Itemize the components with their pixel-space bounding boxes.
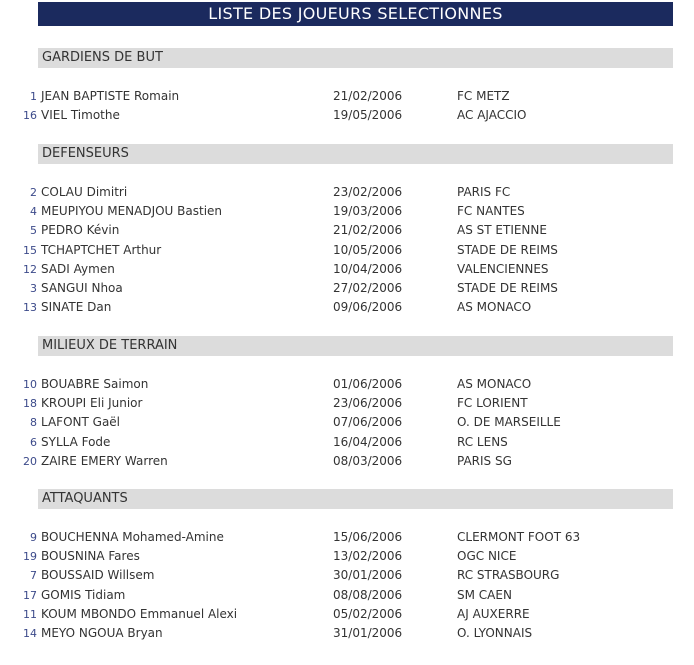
player-row — [0, 241, 694, 260]
player-name: GOMIS Tidiam — [41, 588, 126, 602]
player-name: TCHAPTCHET Arthur — [41, 243, 162, 257]
player-row — [0, 566, 694, 585]
player-number: 2 — [30, 186, 37, 199]
player-number: 7 — [30, 569, 37, 582]
player-number: 17 — [23, 589, 37, 602]
player-row — [0, 624, 694, 643]
player-row — [0, 452, 694, 471]
player-number: 20 — [23, 455, 37, 468]
player-club: FC LORIENT — [457, 396, 528, 410]
player-row — [0, 547, 694, 566]
player-number: 3 — [30, 282, 37, 295]
player-club: AS ST ETIENNE — [457, 223, 547, 237]
player-club: RC LENS — [457, 435, 508, 449]
section-header: MILIEUX DE TERRAIN — [38, 336, 673, 356]
player-number: 9 — [30, 531, 37, 544]
player-birthdate: 10/04/2006 — [333, 262, 403, 276]
player-number: 14 — [23, 627, 37, 640]
player-club: O. LYONNAIS — [457, 626, 533, 640]
player-name: SANGUI Nhoa — [41, 281, 123, 295]
player-number: 19 — [23, 550, 37, 563]
player-row — [0, 605, 694, 624]
player-row — [0, 106, 694, 125]
player-name: KROUPI Eli Junior — [41, 396, 143, 410]
player-birthdate: 08/08/2006 — [333, 588, 403, 602]
player-name: JEAN BAPTISTE Romain — [41, 89, 180, 103]
player-birthdate: 31/01/2006 — [333, 626, 403, 640]
player-row — [0, 413, 694, 432]
player-birthdate: 23/06/2006 — [333, 396, 403, 410]
player-name: BOUCHENNA Mohamed-Amine — [41, 530, 224, 544]
player-row — [0, 394, 694, 413]
player-name: BOUABRE Saimon — [41, 377, 149, 391]
player-number: 16 — [23, 109, 37, 122]
player-row — [0, 260, 694, 279]
player-name: PEDRO Kévin — [41, 223, 120, 237]
player-birthdate: 08/03/2006 — [333, 454, 403, 468]
player-row — [0, 298, 694, 317]
player-club: VALENCIENNES — [457, 262, 549, 276]
player-club: AS MONACO — [457, 377, 532, 391]
player-birthdate: 21/02/2006 — [333, 223, 403, 237]
player-birthdate: 07/06/2006 — [333, 415, 403, 429]
player-number: 13 — [23, 301, 37, 314]
player-row — [0, 528, 694, 547]
player-birthdate: 16/04/2006 — [333, 435, 403, 449]
player-birthdate: 01/06/2006 — [333, 377, 403, 391]
player-name: ZAIRE EMERY Warren — [41, 454, 168, 468]
player-birthdate: 23/02/2006 — [333, 185, 403, 199]
player-name: MEUPIYOU MENADJOU Bastien — [41, 204, 223, 218]
player-club: RC STRASBOURG — [457, 568, 560, 582]
player-birthdate: 19/03/2006 — [333, 204, 403, 218]
player-club: AC AJACCIO — [457, 108, 527, 122]
player-birthdate: 27/02/2006 — [333, 281, 403, 295]
player-number: 12 — [23, 263, 37, 276]
player-row — [0, 202, 694, 221]
player-name: LAFONT Gaël — [41, 415, 121, 429]
player-row — [0, 375, 694, 394]
player-club: STADE DE REIMS — [457, 281, 558, 295]
player-number: 1 — [30, 90, 37, 103]
player-number: 6 — [30, 436, 37, 449]
player-club: O. DE MARSEILLE — [457, 415, 561, 429]
player-club: FC METZ — [457, 89, 510, 103]
player-name: BOUSNINA Fares — [41, 549, 140, 563]
player-birthdate: 13/02/2006 — [333, 549, 403, 563]
player-row — [0, 433, 694, 452]
player-number: 4 — [30, 205, 37, 218]
section-header: GARDIENS DE BUT — [38, 48, 673, 68]
player-name: SADI Aymen — [41, 262, 115, 276]
player-club: AJ AUXERRE — [457, 607, 530, 621]
page-title: LISTE DES JOUEURS SELECTIONNES — [38, 2, 673, 26]
player-number: 10 — [23, 378, 37, 391]
player-name: COLAU Dimitri — [41, 185, 128, 199]
player-row — [0, 586, 694, 605]
player-number: 11 — [23, 608, 37, 621]
player-birthdate: 19/05/2006 — [333, 108, 403, 122]
player-name: BOUSSAID Willsem — [41, 568, 155, 582]
player-name: KOUM MBONDO Emmanuel Alexi — [41, 607, 238, 621]
section-header: ATTAQUANTS — [38, 489, 673, 509]
section-header: DEFENSEURS — [38, 144, 673, 164]
player-club: PARIS FC — [457, 185, 511, 199]
player-club: CLERMONT FOOT 63 — [457, 530, 581, 544]
player-club: PARIS SG — [457, 454, 512, 468]
player-name: SINATE Dan — [41, 300, 112, 314]
player-birthdate: 10/05/2006 — [333, 243, 403, 257]
player-row — [0, 221, 694, 240]
player-club: STADE DE REIMS — [457, 243, 558, 257]
player-row — [0, 183, 694, 202]
player-row — [0, 87, 694, 106]
player-name: SYLLA Fode — [41, 435, 111, 449]
player-club: FC NANTES — [457, 204, 525, 218]
player-club: SM CAEN — [457, 588, 512, 602]
player-number: 15 — [23, 244, 37, 257]
player-number: 8 — [30, 416, 37, 429]
player-name: MEYO NGOUA Bryan — [41, 626, 163, 640]
player-birthdate: 09/06/2006 — [333, 300, 403, 314]
player-birthdate: 05/02/2006 — [333, 607, 403, 621]
player-club: OGC NICE — [457, 549, 517, 563]
player-row — [0, 279, 694, 298]
player-birthdate: 30/01/2006 — [333, 568, 403, 582]
player-name: VIEL Timothe — [41, 108, 120, 122]
player-birthdate: 15/06/2006 — [333, 530, 403, 544]
player-club: AS MONACO — [457, 300, 532, 314]
player-birthdate: 21/02/2006 — [333, 89, 403, 103]
player-number: 18 — [23, 397, 37, 410]
player-number: 5 — [30, 224, 37, 237]
